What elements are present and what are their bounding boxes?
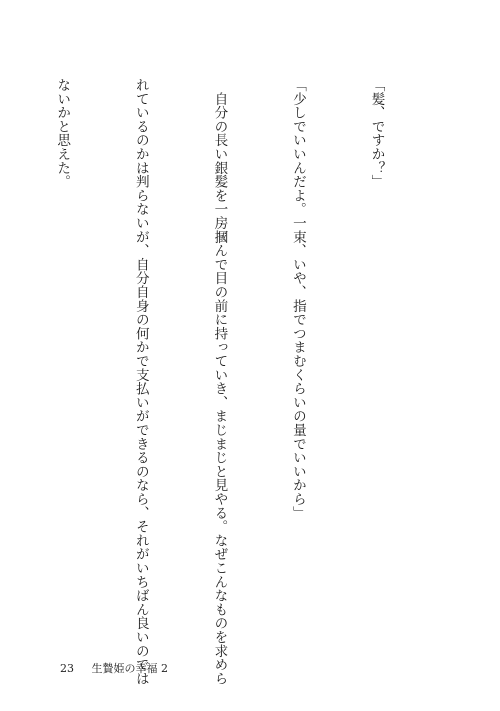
text-line: ないかと思えた。 [54,78,71,189]
book-title: 生贄姫の幸福 2 [91,662,168,675]
text-line: 自分の長い銀髪を一房摑んで目の前に持っていき、まじまじと見やる。なぜこんなものを求めら [211,78,228,686]
page-number: 23 [60,662,74,675]
text-line: 「髪、ですか？」 [368,78,385,189]
page-footer [60,660,168,676]
text-line: 「少しでいいんだよ。一束、いや、指でつまむくらいの量でいいから」 [289,78,306,520]
text-line: れているのかは判らないが、自分自身の何かで支払いができるのなら、それがいちばん良いのでは [132,78,149,686]
